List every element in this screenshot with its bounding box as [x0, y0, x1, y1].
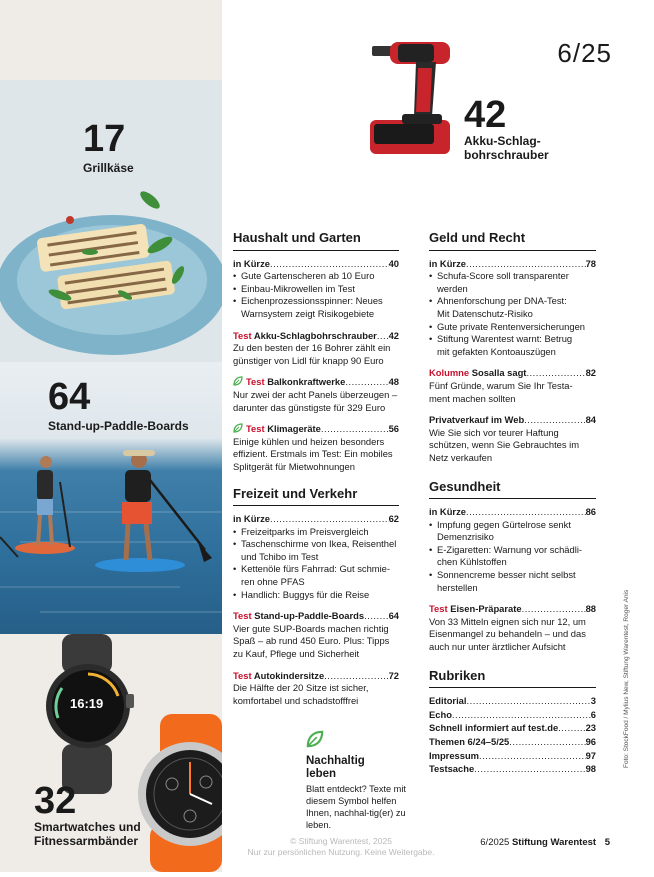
- list-item: • Taschenschirme von Ikea, Reisenthel und Tchibo im Test: [233, 538, 399, 563]
- nachhaltig-title: Nachhaltig leben: [306, 755, 365, 780]
- footer-copyright: © Stiftung Warentest, 2025: [290, 836, 392, 846]
- page-number: 5: [604, 837, 610, 848]
- section-title-geld: Geld und Recht: [429, 232, 596, 251]
- list-item: • Impfung gegen Gürtelrose senkt Demenzrisiko: [429, 519, 596, 544]
- issue-number: 6/25: [557, 38, 612, 68]
- section-title-freizeit: Freizeit und Verkehr: [233, 488, 399, 507]
- leaf-icon: [306, 730, 324, 748]
- toc-desc-sup: Vier gute SUP-Boards machen richtig Spaß – ab rund 450 Euro. Plus: Tipps zu Kauf, Pflege und Sicherheit: [233, 622, 390, 660]
- toc-entry-gesundheit-kurz[interactable]: in Kürze ..... 86: [429, 506, 596, 519]
- list-item: • Gute Gartenscheren ab 10 Euro: [233, 270, 399, 283]
- feature-drill: [464, 96, 549, 162]
- footer-notice: [226, 836, 456, 858]
- toc-entry-editorial[interactable]: Editorial ..... 3: [429, 695, 596, 708]
- section-title-haushalt: Haushalt und Garten: [233, 232, 399, 251]
- footer-brand: Stiftung Warentest: [511, 837, 597, 848]
- feature-sup: [48, 378, 189, 433]
- section-title-rubriken: Rubriken: [429, 670, 596, 689]
- toc-entry-eisen[interactable]: Test Eisen-Präparate ..... 88: [429, 603, 596, 616]
- toc-entry-geld-kurz[interactable]: in Kürze ..... 78: [429, 258, 596, 271]
- photo-credit: Foto: StockFood / Mylius New, Stiftung Warentest, Roger Anis: [623, 589, 630, 768]
- toc-entry-freizeit-kurz[interactable]: in Kürze ..... 62: [233, 513, 399, 526]
- haushalt-bullets: [233, 270, 399, 320]
- list-item: • Sonnencreme besser nicht selbst herstellen: [429, 569, 596, 594]
- drill-photo: [366, 38, 466, 160]
- feature-grill-caption: Grillkäse: [83, 161, 134, 175]
- toc-desc-kindersitze: Die Hälfte der 20 Sitze ist sicher, komfortabel und schadstofffrei: [233, 682, 369, 706]
- list-item: • Kettenöle fürs Fahrrad: Gut schmie- ren ohne PFAS: [233, 563, 399, 588]
- feature-sup-number: 64: [48, 376, 91, 418]
- toc-entry-kindersitze[interactable]: Test Autokindersitze ..... 72: [233, 670, 399, 683]
- toc-desc-eisen: Von 33 Mitteln eignen sich nur 12, um Eisenmangel zu behandeln – und das auch nur unter ärztlicher Aufsicht: [429, 615, 586, 653]
- geld-bullets: [429, 270, 596, 358]
- toc-entry-privatverkauf[interactable]: Privatverkauf im Web ..... 84: [429, 414, 596, 427]
- toc-entry-testsache[interactable]: Testsache ..... 98: [429, 763, 596, 776]
- footer-pageinfo: [480, 837, 610, 848]
- toc-entry-themen[interactable]: Themen 6/24–5/25 ..... 96: [429, 736, 596, 749]
- toc-entry-echo[interactable]: Echo ..... 6: [429, 709, 596, 722]
- feature-watch-caption: Smartwatches und Fitnessarmbänder: [34, 820, 141, 848]
- toc-desc-privatverkauf: Wie Sie sich vor teurer Haftung schützen, wenn Sie Gebrauchtes im Netz verkaufen: [429, 426, 580, 463]
- freizeit-bullets: [233, 526, 399, 602]
- feature-grill: [83, 120, 134, 175]
- toc-entry-akku[interactable]: Test Akku-Schlagbohrschrauber ..... 42: [233, 330, 399, 343]
- feature-watch-number: 32: [34, 780, 77, 822]
- section-title-gesundheit: Gesundheit: [429, 481, 596, 500]
- list-item: • Stiftung Warentest warnt: Betrug mit gefakten Kontoauszügen: [429, 333, 596, 358]
- watch-time: 16:19: [70, 696, 104, 711]
- list-item: • Gute private Rentenversicherungen: [429, 321, 596, 334]
- feature-grill-number: 17: [83, 118, 126, 160]
- toc-entry-sup[interactable]: Test Stand-up-Paddle-Boards ..... 64: [233, 610, 399, 623]
- gesundheit-bullets: [429, 519, 596, 595]
- list-item: • Schufa-Score soll transparenter werden: [429, 270, 596, 295]
- leaf-icon: [233, 423, 243, 433]
- list-item: • Handlich: Buggys für die Reise: [233, 589, 399, 602]
- toc-desc-sosalla: Fünf Gründe, warum Sie Ihr Testa- ment machen sollten: [429, 379, 573, 404]
- rubriken-list: [429, 695, 596, 776]
- nachhaltig-text: Blatt entdeckt? Texte mit diesem Symbol helfen Ihnen, nachhal-tig(er) zu leben.: [306, 784, 406, 830]
- list-item: • E-Zigaretten: Warnung vor schädli- chen Kühlstoffen: [429, 544, 596, 569]
- toc-entry-schnell[interactable]: Schnell informiert auf test.de ..... 23: [429, 722, 596, 735]
- toc-desc-balkon: Nur zwei der acht Panels überzeugen – darunter das günstigste für 329 Euro: [233, 388, 398, 413]
- nachhaltig-box: [306, 730, 406, 831]
- feature-drill-caption: Akku-Schlag- bohrschrauber: [464, 134, 549, 162]
- toc-entry-sosalla[interactable]: Kolumne Sosalla sagt ..... 82: [429, 367, 596, 380]
- feature-watch: [34, 782, 141, 848]
- feature-sup-caption: Stand-up-Paddle-Boards: [48, 419, 189, 433]
- toc-desc-klima: Einige kühlen und heizen besonders effizient. Erstmals im Test: Ein mobiles Splitgerät für Mietwohnungen: [233, 435, 393, 472]
- list-item: • Freizeitparks im Preisvergleich: [233, 526, 399, 539]
- toc-entry-haushalt-kurz[interactable]: in Kürze ..... 40: [233, 258, 399, 271]
- list-item: • Einbau-Mikrowellen im Test: [233, 283, 399, 296]
- list-item: • Ahnenforschung per DNA-Test: Mit Datenschutz-Risiko: [429, 295, 596, 320]
- footer-usage: Nur zur persönlichen Nutzung. Keine Weitergabe.: [247, 847, 435, 857]
- toc-column-left: [233, 232, 399, 716]
- footer-issue: 6/2025: [480, 837, 510, 848]
- toc-desc-akku: Zu den besten der 16 Bohrer zählt ein günstiger von Lidl für knapp 90 Euro: [233, 342, 391, 366]
- leaf-icon: [233, 376, 243, 386]
- toc-column-right: [429, 232, 596, 777]
- list-item: • Eichenprozessionsspinner: Neues Warnsystem zeigt Risikogebiete: [233, 295, 399, 320]
- feature-drill-number: 42: [464, 94, 507, 136]
- toc-entry-klima[interactable]: Test Klimageräte ..... 56: [233, 423, 399, 436]
- toc-entry-balkon[interactable]: Test Balkonkraftwerke ..... 48: [233, 376, 399, 389]
- toc-entry-impressum[interactable]: Impressum ..... 97: [429, 750, 596, 763]
